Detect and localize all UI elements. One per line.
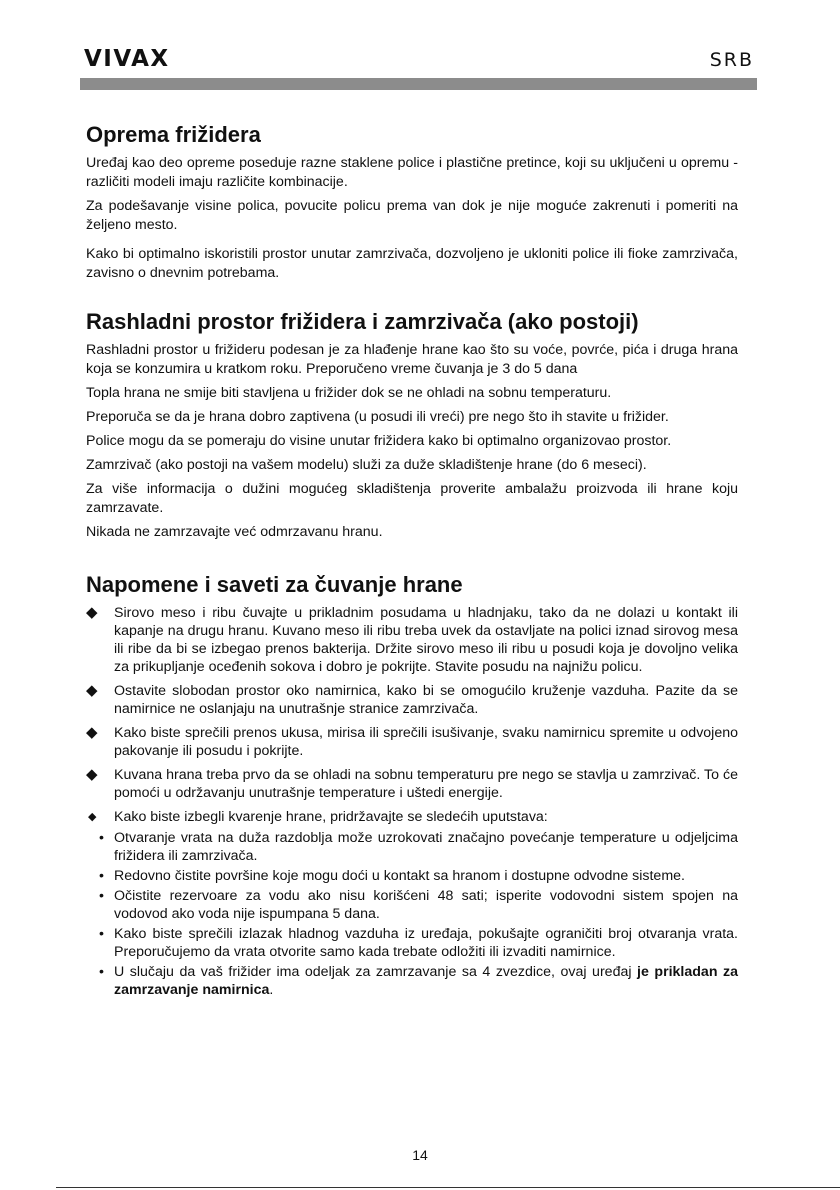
paragraph: Za podešavanje visine polica, povucite policu prema van dok je nije moguće zakrenuti i pomeriti na željeno mesto. <box>86 198 738 233</box>
diamond-bullet-icon: ◆ <box>88 811 97 823</box>
diamond-bullet-icon: ◆ <box>86 604 98 621</box>
dot-bullet-icon: • <box>99 964 104 980</box>
list-item: ◆ Kuvana hrana treba prvo da se ohladi na sobnu temperaturu pre nego se stavlja u zamrzivač. To će pomoći u održavanju unutrašnje temperature i uštedi energije. <box>86 766 738 801</box>
paragraph: Zamrzivač (ako postoji na vašem modelu) služi za duže skladištenje hrane (do 6 meseci). <box>86 457 647 473</box>
list-item: ◆ Kako biste sprečili prenos ukusa, mirisa ili sprečili isušivanje, svaku namirnicu spremite u odvojeno pakovanje ili posudu i pokrijte. <box>86 724 738 759</box>
dot-bullet-icon: • <box>99 888 104 904</box>
page-content <box>86 120 738 1001</box>
dot-bullet-icon: • <box>99 868 104 884</box>
dot-bullet-icon: • <box>99 830 104 846</box>
brand-logo: VIVAX <box>84 46 170 72</box>
paragraph: Uređaj kao deo opreme poseduje razne staklene police i plastične pretince, koji su uključeni u opremu - različiti modeli imaju različite kombinacije. <box>86 155 738 190</box>
guidelines-list <box>86 829 738 999</box>
dot-bullet-icon: • <box>99 926 104 942</box>
bold-text: je prikladan za zamrzavanje namirnica <box>114 964 739 998</box>
list-item: ◆ Kako biste izbegli kvarenje hrane, pridržavajte se sledećih uputstava: <box>88 809 548 825</box>
paragraph: Za više informacija o dužini mogućeg skladištenja proverite ambalažu proizvoda ili hrane koju zamrzavate. <box>86 481 738 516</box>
paragraph: Preporuča se da je hrana dobro zaptivena (u posudi ili vreći) pre nego što ih stavite u frižider. <box>86 409 669 425</box>
list-item: • U slučaju da vaš frižider ima odeljak za zamrzavanje sa 4 zvezdice, ovaj uređaj je prikladan za zamrzavanje namirnica. <box>99 964 739 998</box>
list-item: • Redovno čistite površine koje mogu doći u kontakt sa hranom i dostupne odvodne sisteme. <box>99 868 685 884</box>
section-title-tips: Napomene i saveti za čuvanje hrane <box>86 572 463 597</box>
paragraph: Police mogu da se pomeraju do visine unutar frižidera kako bi optimalno organizovao prostor. <box>86 433 672 449</box>
footer-divider <box>56 1187 840 1188</box>
diamond-bullet-icon: ◆ <box>86 682 98 699</box>
list-item: ◆ Sirovo meso i ribu čuvajte u prikladnim posudama u hladnjaku, tako da ne dolazi u kontakt ili kapanje na drugu hranu. Kuvano meso ili ribu treba uvek da ostavljate na polici iznad sirovog mesa ili ribe da bi se izbegao prenos bakterija. Držite sirovo meso ili ribu u posudi koja je dovoljno velika za prikupljanje oceđenih sokova i dobro je pokrijte. Stavite posudu na najnižu policu. <box>86 604 738 675</box>
paragraph: Topla hrana ne smije biti stavljena u frižider dok se ne ohladi na sobnu temperaturu. <box>86 385 612 401</box>
paragraph: Rashladni prostor u frižideru podesan je za hlađenje hrane kao što su voće, povrće, pića i druga hrana koja se konzumira u kratkom roku. Preporučeno vreme čuvanja je 3 do 5 dana <box>86 342 738 377</box>
diamond-bullet-icon: ◆ <box>86 724 98 741</box>
paragraph: Kako bi optimalno iskoristili prostor unutar zamrzivača, dozvoljeno je ukloniti police ili fioke zamrzivača, zavisno o dnevnim potrebama. <box>86 246 738 281</box>
section-title-cooling: Rashladni prostor frižidera i zamrzivača (ako postoji) <box>86 309 639 334</box>
list-item: • Očistite rezervoare za vodu ako nisu korišćeni 48 sati; isperite vodovodni sistem spojen na vodovod ako voda nije ispumpana 5 dana. <box>99 888 738 922</box>
header-bar <box>80 78 757 90</box>
diamond-bullet-icon: ◆ <box>86 766 98 783</box>
list-item: ◆ Ostavite slobodan prostor oko namirnica, kako bi se omogućilo kruženje vazduha. Pazite da se namirnice ne oslanjaju na unutrašnje stranice zamrzivača. <box>86 682 738 717</box>
list-item: • Kako biste sprečili izlazak hladnog vazduha iz uređaja, pokušajte ograničiti broj otvaranja vrata. Preporučujemo da vrata otvorite samo kada trebate odložiti ili izvaditi namirnice. <box>99 926 738 960</box>
language-code: SRB <box>709 49 754 71</box>
list-item: • Otvaranje vrata na duža razdoblja može uzrokovati značajno povećanje temperature u odjeljcima frižidera ili zamrzivača. <box>99 830 738 864</box>
page-number: 14 <box>412 1147 428 1163</box>
section-title-equipment: Oprema frižidera <box>86 122 261 147</box>
tips-list <box>86 604 738 826</box>
paragraph: Nikada ne zamrzavajte već odmrzavanu hranu. <box>86 524 383 540</box>
